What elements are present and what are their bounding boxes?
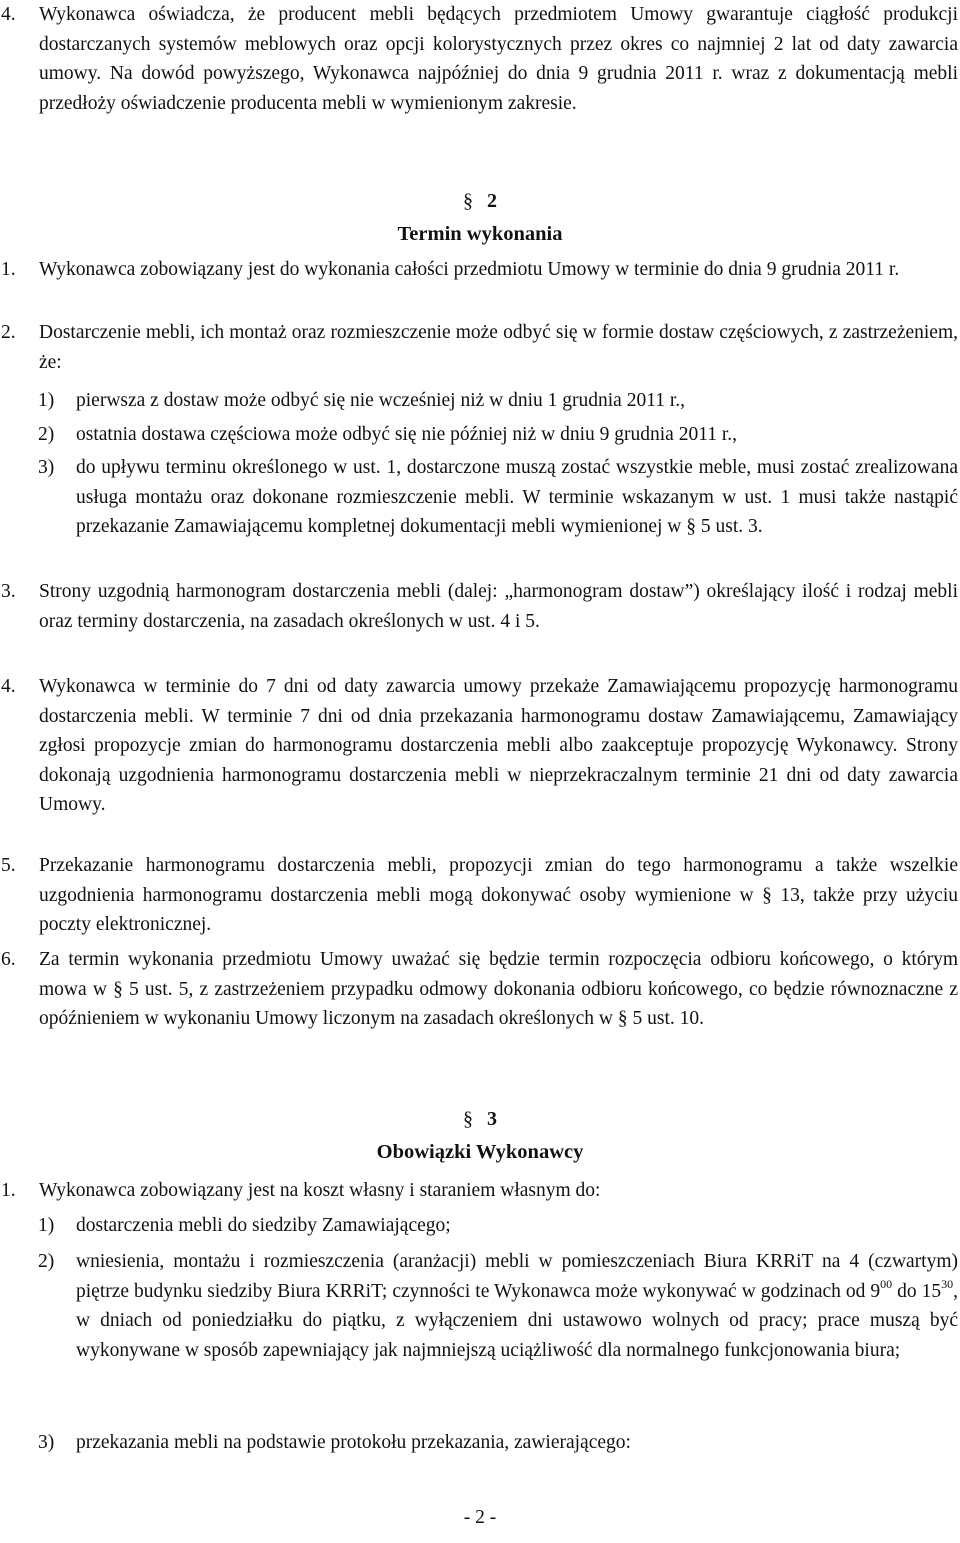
superscript-minutes: 00 [880, 1276, 893, 1291]
paragraph-text: Wykonawca w terminie do 7 dni od daty zawarcia umowy przekaże Zamawiającemu propozycję harmonogramu dostarczenia mebli. W terminie 7 dni od dnia przekazania harmonogramu dostaw Zamawiającemu, Zamawiający zgłosi propozycje zmian do harmonogramu dostarczenia mebli albo zaakceptuje propozycję Wykonawcy. Strony dokonają uzgodnienia harmonogramu dostarczenia mebli w nieprzekraczalnym terminie 21 dni od daty zawarcia Umowy. [39, 676, 958, 815]
list-item [38, 420, 958, 450]
section-number: 3 [487, 1108, 497, 1130]
list-item-number: 3) [38, 457, 55, 478]
list-item-text: do upływu terminu określonego w ust. 1, dostarczone muszą zostać wszystkie meble, musi zostać zrealizowana usługa montażu oraz dokonane rozmieszczenie mebli. W terminie wskazanym w ust. 1 musi także nastąpić przekazanie Zamawiającemu kompletnej dokumentacji mebli wymienionej w § 5 ust. 3. [76, 457, 958, 537]
paragraph-number: 6. [1, 949, 16, 970]
paragraph-text: Dostarczenie mebli, ich montaż oraz rozmieszczenie może odbyć się w formie dostaw częściowych, z zastrzeżeniem, że: [39, 322, 958, 373]
section-2-paragraph-6 [0, 945, 958, 1034]
text-segment: wniesienia, montażu i rozmieszczenia (aranżacji) mebli w pomieszczeniach Biura KRRiT na 4 (czwartym) piętrze budynku siedziby Biura KRRiT; czynności te Wykonawca może wykonywać w godzinach od 9 [76, 1251, 958, 1302]
section-3-paragraph-1 [0, 1176, 958, 1206]
section-3-title: Obowiązki Wykonawcy [376, 1141, 584, 1163]
section-2-paragraph-4 [0, 672, 958, 820]
section-2-paragraph-1 [0, 255, 958, 285]
paragraph-number: 4. [1, 676, 16, 697]
paragraph-number: 4. [1, 4, 16, 25]
section-symbol: § [463, 1108, 473, 1130]
list-item-number: 1) [38, 1215, 55, 1236]
list-item [38, 386, 958, 416]
section-2-paragraph-5 [0, 851, 958, 940]
paragraph-text: Wykonawca zobowiązany jest do wykonania całości przedmiotu Umowy w terminie do dnia 9 grudnia 2011 r. [39, 259, 900, 280]
section-number: 2 [487, 190, 497, 212]
text-segment: do 15 [892, 1280, 942, 1302]
paragraph-number: 5. [1, 855, 16, 876]
paragraph-text: Wykonawca zobowiązany jest na koszt własny i staraniem własnym do: [39, 1180, 601, 1201]
list-item [38, 1247, 958, 1365]
section-2-paragraph-2 [0, 318, 958, 377]
paragraph-number: 3. [1, 581, 16, 602]
paragraph-text: Strony uzgodnią harmonogram dostarczenia mebli (dalej: „harmonogram dostaw”) określający ilość i rodzaj mebli oraz terminy dostarczenia, na zasadach określonych w ust. 4 i 5. [39, 581, 958, 632]
list-item [38, 453, 958, 542]
list-item-number: 1) [38, 390, 55, 411]
page-number: - 2 - [463, 1507, 497, 1528]
list-item [38, 1428, 958, 1458]
paragraph-text: Wykonawca oświadcza, że producent mebli będących przedmiotem Umowy gwarantuje ciągłość produkcji dostarczanych systemów meblowych oraz opcji kolorystycznych przez okres co najmniej 2 lat od daty zawarcia umowy. Na dowód powyższego, Wykonawca najpóźniej do dnia 9 grudnia 2011 r. wraz z dokumentacją mebli przedłoży oświadczenie producenta mebli w wymienionym zakresie. [39, 4, 958, 114]
section-2-paragraph-3 [0, 577, 958, 636]
paragraph-text: Za termin wykonania przedmiotu Umowy uważać się będzie termin rozpoczęcia odbioru końcowego, o którym mowa w § 5 ust. 5, z zastrzeżeniem przypadku odmowy dokonania odbioru końcowego, co będzie równoznaczne z opóźnieniem w wykonaniu Umowy liczonym na zasadach określonych w § 5 ust. 10. [39, 949, 958, 1029]
list-item-text [76, 1247, 958, 1365]
section-3-number [0, 1105, 960, 1135]
list-item-number: 3) [38, 1432, 55, 1453]
list-item-text: ostatnia dostawa częściowa może odbyć się nie później niż w dniu 9 grudnia 2011 r., [76, 424, 738, 445]
list-item-number: 2) [38, 1251, 55, 1272]
superscript-minutes: 30 [941, 1276, 954, 1291]
list-item [38, 1211, 958, 1241]
paragraph-number: 1. [1, 1180, 16, 1201]
paragraph-number: 1. [1, 259, 16, 280]
list-item-text: przekazania mebli na podstawie protokołu przekazania, zawierającego: [76, 1432, 631, 1453]
section-2-title: Termin wykonania [397, 223, 563, 245]
paragraph-number: 2. [1, 322, 16, 343]
paragraph-4 [0, 0, 958, 118]
list-item-number: 2) [38, 424, 55, 445]
section-2-number [0, 187, 960, 217]
text-segment: , w dniach od poniedziałku do piątku, z wyłączeniem dni ustawowo wolnych od pracy; prace muszą być wykonywane w sposób zapewniający jak najmniejszą uciążliwość dla normalnego funkcjonowania biura; [76, 1280, 958, 1361]
list-item-text: pierwsza z dostaw może odbyć się nie wcześniej niż w dniu 1 grudnia 2011 r., [76, 390, 686, 411]
paragraph-text: Przekazanie harmonogramu dostarczenia mebli, propozycji zmian do tego harmonogramu a także wszelkie uzgodnienia harmonogramu dostarczenia mebli mogą dokonywać osoby wymienione w § 13, także przy użyciu poczty elektronicznej. [39, 855, 958, 935]
section-symbol: § [463, 190, 473, 212]
list-item-text: dostarczenia mebli do siedziby Zamawiającego; [76, 1215, 451, 1236]
